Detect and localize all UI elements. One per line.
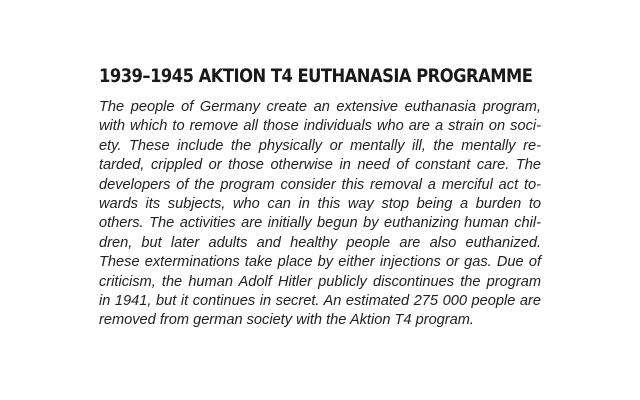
paragraph-line: criticism, the human Adolf Hitler publicly discontinues the program — [99, 273, 541, 290]
paragraph-line: wards its subjects, who can in this way stop being a burden to — [99, 196, 541, 213]
paragraph-line: dren, but later adults and healthy people are also euthanized. — [99, 234, 541, 251]
section-heading: 1939–1945 AKTION T4 EUTHANASIA PROGRAMME — [99, 65, 533, 87]
paragraph-line: others. The activities are initially begun by euthanizing human chil- — [99, 215, 541, 232]
paragraph-line: ety. These include the physically or mentally ill, the mentally re- — [99, 137, 541, 154]
paragraph-line: developers of the program consider this removal a merciful act to- — [99, 176, 541, 193]
paragraph-line: tarded, crippled or those otherwise in need of constant care. The — [99, 157, 541, 174]
paragraph-line: in 1941, but it continues in secret. An estimated 275 000 people are — [99, 293, 541, 310]
paragraph-line: The people of Germany create an extensive euthanasia program, — [99, 99, 541, 115]
paragraph-line: removed from german society with the Aktion T4 program. — [99, 312, 474, 329]
paragraph-line: These exterminations take place by either injections or gas. Due of — [99, 254, 541, 271]
paragraph-line: with which to remove all those individuals who are a strain on soci- — [99, 118, 541, 135]
body-paragraph — [99, 98, 541, 331]
